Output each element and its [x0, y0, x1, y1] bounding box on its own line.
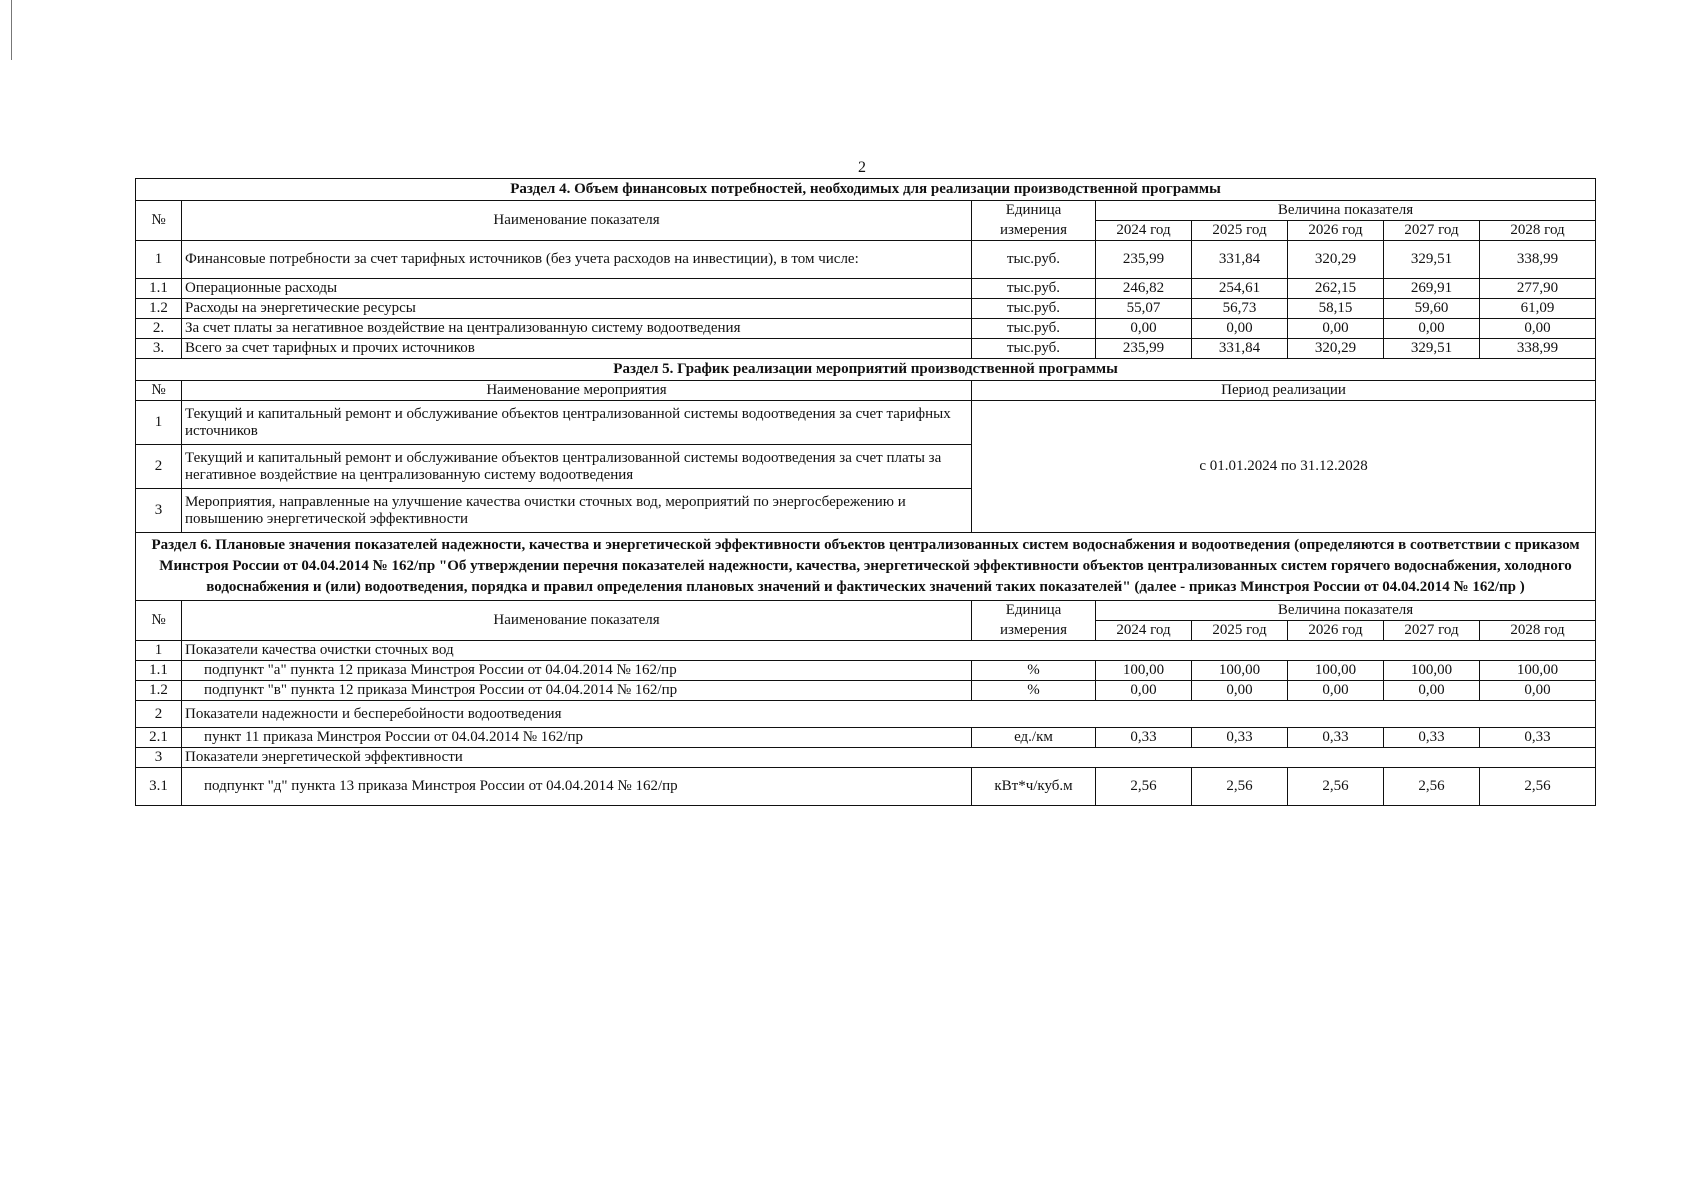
row-no: 1.2	[136, 299, 182, 319]
page-number: 2	[858, 159, 866, 176]
row-unit: %	[972, 661, 1096, 681]
group-no: 1	[136, 641, 182, 661]
s5-period-value: с 01.01.2024 по 31.12.2028	[972, 401, 1596, 533]
row-no: 1	[136, 401, 182, 445]
s6-group-2	[136, 701, 1596, 728]
s4-row-1-2	[136, 299, 1596, 319]
row-value-2025: 2,56	[1192, 768, 1288, 806]
row-name: За счет платы за негативное воздействие на централизованную систему водоотведения	[182, 319, 972, 339]
row-value-2027: 0,00	[1384, 319, 1480, 339]
group-name: Показатели надежности и бесперебойности водоотведения	[182, 701, 1596, 728]
row-value-2024: 2,56	[1096, 768, 1192, 806]
row-no: 1.2	[136, 681, 182, 701]
row-no: 1.1	[136, 279, 182, 299]
section-4-title: Раздел 4. Объем финансовых потребностей, необходимых для реализации производственной программы	[136, 179, 1596, 201]
row-value-2024: 235,99	[1096, 241, 1192, 279]
group-name: Показатели энергетической эффективности	[182, 748, 1596, 768]
row-name: Расходы на энергетические ресурсы	[182, 299, 972, 319]
s6-row-1-1	[136, 661, 1596, 681]
row-value-2028: 338,99	[1480, 241, 1596, 279]
row-value-2025: 56,73	[1192, 299, 1288, 319]
s4-row-3	[136, 339, 1596, 359]
row-name: Текущий и капитальный ремонт и обслуживание объектов централизованной системы водоотведения за счет платы за негативное воздействие на централизованную систему водоотведения	[182, 445, 972, 489]
row-value-2024: 246,82	[1096, 279, 1192, 299]
s6-header-unit: Единица	[972, 601, 1096, 621]
row-unit: тыс.руб.	[972, 319, 1096, 339]
group-no: 3	[136, 748, 182, 768]
row-value-2028: 2,56	[1480, 768, 1596, 806]
row-value-2027: 0,33	[1384, 728, 1480, 748]
s6-group-1	[136, 641, 1596, 661]
s4-header-no: №	[136, 201, 182, 241]
row-unit: тыс.руб.	[972, 241, 1096, 279]
row-value-2028: 61,09	[1480, 299, 1596, 319]
row-value-2024: 0,00	[1096, 319, 1192, 339]
row-value-2024: 55,07	[1096, 299, 1192, 319]
s6-header-no: №	[136, 601, 182, 641]
row-value-2027: 2,56	[1384, 768, 1480, 806]
s4-row-1-1	[136, 279, 1596, 299]
section-5-title: Раздел 5. График реализации мероприятий производственной программы	[136, 359, 1596, 381]
row-unit: тыс.руб.	[972, 299, 1096, 319]
row-value-2028: 338,99	[1480, 339, 1596, 359]
row-value-2028: 100,00	[1480, 661, 1596, 681]
s4-header-value: Величина показателя	[1096, 201, 1596, 221]
row-no: 3	[136, 489, 182, 533]
row-value-2027: 329,51	[1384, 339, 1480, 359]
s4-year-2026: 2026 год	[1288, 221, 1384, 241]
row-value-2026: 2,56	[1288, 768, 1384, 806]
row-no: 3.	[136, 339, 182, 359]
row-value-2025: 0,33	[1192, 728, 1288, 748]
row-value-2028: 0,00	[1480, 319, 1596, 339]
s6-header-unit-2: измерения	[972, 621, 1096, 641]
row-value-2026: 0,00	[1288, 319, 1384, 339]
row-value-2025: 100,00	[1192, 661, 1288, 681]
s6-year-2028: 2028 год	[1480, 621, 1596, 641]
row-value-2027: 100,00	[1384, 661, 1480, 681]
s6-year-2025: 2025 год	[1192, 621, 1288, 641]
group-name: Показатели качества очистки сточных вод	[182, 641, 1596, 661]
scan-edge-line	[11, 0, 12, 60]
row-name: Всего за счет тарифных и прочих источников	[182, 339, 972, 359]
s6-row-3-1	[136, 768, 1596, 806]
row-value-2025: 0,00	[1192, 319, 1288, 339]
s5-header-name: Наименование мероприятия	[182, 381, 972, 401]
row-value-2025: 0,00	[1192, 681, 1288, 701]
row-value-2024: 100,00	[1096, 661, 1192, 681]
row-no: 1	[136, 241, 182, 279]
group-no: 2	[136, 701, 182, 728]
row-value-2027: 269,91	[1384, 279, 1480, 299]
row-name: подпункт "в" пункта 12 приказа Минстроя России от 04.04.2014 № 162/пр	[182, 681, 972, 701]
row-value-2026: 320,29	[1288, 339, 1384, 359]
row-no: 2.1	[136, 728, 182, 748]
s4-row-1	[136, 241, 1596, 279]
row-no: 3.1	[136, 768, 182, 806]
s4-year-2028: 2028 год	[1480, 221, 1596, 241]
document-table-container	[135, 178, 1595, 806]
row-no: 2.	[136, 319, 182, 339]
row-name: Операционные расходы	[182, 279, 972, 299]
row-value-2024: 235,99	[1096, 339, 1192, 359]
s4-year-2025: 2025 год	[1192, 221, 1288, 241]
s5-header-period: Период реализации	[972, 381, 1596, 401]
row-name: подпункт "а" пункта 12 приказа Минстроя России от 04.04.2014 № 162/пр	[182, 661, 972, 681]
s6-group-3	[136, 748, 1596, 768]
row-value-2026: 0,33	[1288, 728, 1384, 748]
row-value-2024: 0,33	[1096, 728, 1192, 748]
row-no: 1.1	[136, 661, 182, 681]
row-value-2025: 331,84	[1192, 339, 1288, 359]
row-value-2027: 59,60	[1384, 299, 1480, 319]
s4-header-name: Наименование показателя	[182, 201, 972, 241]
row-unit: тыс.руб.	[972, 339, 1096, 359]
row-value-2025: 254,61	[1192, 279, 1288, 299]
s5-header-no: №	[136, 381, 182, 401]
row-value-2028: 0,00	[1480, 681, 1596, 701]
row-value-2026: 0,00	[1288, 681, 1384, 701]
section-6-title: Раздел 6. Плановые значения показателей надежности, качества и энергетической эффективности объектов централизованных систем водоснабжения и водоотведения (определяются в соответствии с приказом Минстроя России от 04.04.2014 № 162/пр "Об утверждении перечня показателей надежности, качества, энергетической эффективности объектов централизованных систем горячего водоснабжения, холодного водоснабжения и (или) водоотведения, порядка и правил определения плановых значений и фактических значений таких показателей" (далее - приказ Минстроя России от 04.04.2014 № 162/пр )	[136, 533, 1596, 601]
s4-row-2	[136, 319, 1596, 339]
s6-header-name: Наименование показателя	[182, 601, 972, 641]
s5-row-1	[136, 401, 1596, 445]
row-value-2026: 58,15	[1288, 299, 1384, 319]
s4-year-2027: 2027 год	[1384, 221, 1480, 241]
row-value-2025: 331,84	[1192, 241, 1288, 279]
row-name: Мероприятия, направленные на улучшение качества очистки сточных вод, мероприятий по энергосбережению и повышению энергетической эффективности	[182, 489, 972, 533]
row-unit: кВт*ч/куб.м	[972, 768, 1096, 806]
row-name: подпункт "д" пункта 13 приказа Минстроя России от 04.04.2014 № 162/пр	[182, 768, 972, 806]
row-value-2024: 0,00	[1096, 681, 1192, 701]
row-value-2026: 100,00	[1288, 661, 1384, 681]
s4-header-unit: Единица	[972, 201, 1096, 221]
row-no: 2	[136, 445, 182, 489]
row-unit: ед./км	[972, 728, 1096, 748]
s6-year-2027: 2027 год	[1384, 621, 1480, 641]
row-name: Финансовые потребности за счет тарифных источников (без учета расходов на инвестиции), в том числе:	[182, 241, 972, 279]
row-value-2026: 262,15	[1288, 279, 1384, 299]
s4-header-unit-2: измерения	[972, 221, 1096, 241]
row-name: Текущий и капитальный ремонт и обслуживание объектов централизованной системы водоотведения за счет тарифных источников	[182, 401, 972, 445]
row-value-2028: 277,90	[1480, 279, 1596, 299]
row-value-2026: 320,29	[1288, 241, 1384, 279]
s4-year-2024: 2024 год	[1096, 221, 1192, 241]
row-unit: %	[972, 681, 1096, 701]
program-table	[135, 178, 1596, 806]
row-value-2027: 0,00	[1384, 681, 1480, 701]
row-value-2028: 0,33	[1480, 728, 1596, 748]
s6-row-1-2	[136, 681, 1596, 701]
s6-header-value: Величина показателя	[1096, 601, 1596, 621]
row-name: пункт 11 приказа Минстроя России от 04.04.2014 № 162/пр	[182, 728, 972, 748]
s6-row-2-1	[136, 728, 1596, 748]
s6-year-2026: 2026 год	[1288, 621, 1384, 641]
row-unit: тыс.руб.	[972, 279, 1096, 299]
s6-year-2024: 2024 год	[1096, 621, 1192, 641]
row-value-2027: 329,51	[1384, 241, 1480, 279]
